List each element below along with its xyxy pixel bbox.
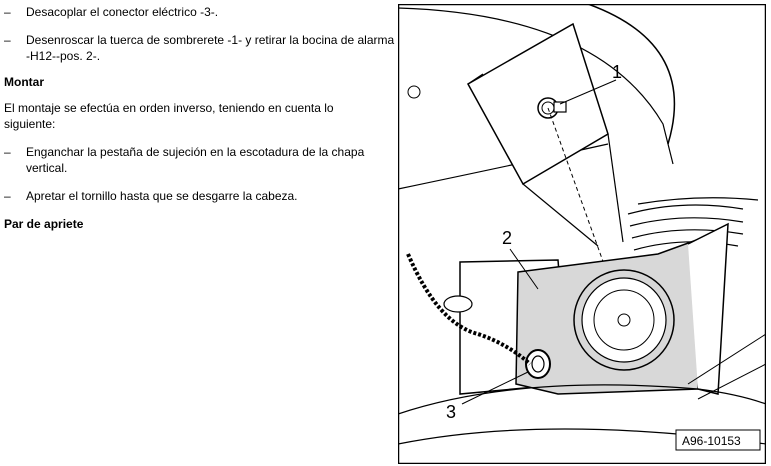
dash-bullet: – (4, 145, 11, 159)
torque-heading: Par de apriete (4, 217, 84, 231)
step-hook-tab (4, 144, 394, 176)
dash-bullet: – (4, 5, 11, 19)
install-heading: Montar (4, 75, 44, 89)
step-tighten-screw (4, 188, 394, 204)
figure-id: A96-10153 (682, 434, 741, 448)
callout-3: 3 (446, 402, 457, 422)
horn-center-nut (618, 314, 630, 326)
install-intro: El montaje se efectúa en orden inverso, teniendo en cuenta lo siguiente: (4, 101, 334, 131)
dash-bullet: – (4, 189, 11, 203)
step-unscrew-nut (4, 32, 396, 64)
instructions-column (4, 2, 394, 232)
horn-installation-figure (398, 4, 766, 464)
step-text: Desenroscar la tuerca de sombrerete -1- y retirar la bocina de alarma -H12--pos. 2-. (26, 33, 395, 63)
step-text: Apretar el tornillo hasta que se desgarre la cabeza. (26, 189, 298, 203)
callout-2: 2 (502, 228, 513, 248)
dash-bullet: – (4, 33, 11, 47)
step-text: Desacoplar el conector eléctrico -3-. (26, 5, 219, 19)
step-decouple-connector (4, 4, 394, 20)
callout-1: 1 (612, 62, 623, 82)
step-text: Enganchar la pestaña de sujeción en la escotadura de la chapa vertical. (26, 145, 365, 175)
